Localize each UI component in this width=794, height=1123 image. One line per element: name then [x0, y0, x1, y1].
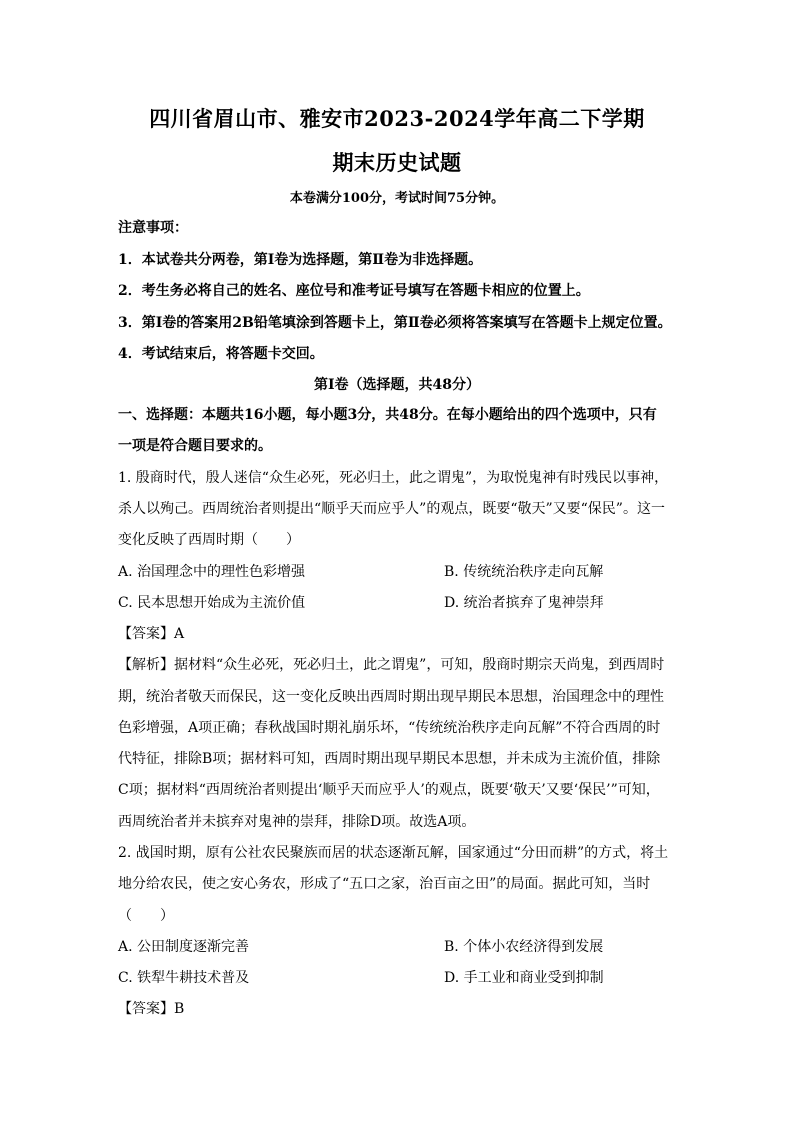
- q1-stem-line1: 1. 殷商时代，殷人迷信“众生必死，死必归土，此之谓鬼”，为取悦鬼神有时残民以事神，: [118, 470, 669, 486]
- notes-item-1: 1．本试卷共分两卷，第Ⅰ卷为选择题，第Ⅱ卷为非选择题。: [118, 252, 483, 268]
- exam-subtitle: 本卷满分100分，考试时间75分钟。: [289, 191, 505, 206]
- q1-option-c: C. 民本思想开始成为主流价值: [118, 595, 306, 611]
- exam-title-line1: 四川省眉山市、雅安市2023-2024学年高二下学期: [149, 106, 645, 131]
- q2-option-b: B. 个体小农经济得到发展: [444, 939, 604, 955]
- q1-analysis-line5: C项；据材料“西周统治者则提出‘顺乎天而应乎人’的观点，既要‘敬天’又要‘保民’”可知，: [118, 782, 660, 798]
- notes-item-2: 2．考生务必将自己的姓名、座位号和准考证号填写在答题卡相应的位置上。: [118, 283, 590, 299]
- q1-option-b: B. 传统统治秩序走向瓦解: [444, 564, 604, 580]
- q1-stem-line3: 变化反映了西周时期（ ）: [118, 532, 300, 548]
- notes-item-3: 3．第Ⅰ卷的答案用2B铅笔填涂到答题卡上，第Ⅱ卷必须将答案填写在答题卡上规定位置。: [118, 315, 672, 331]
- exam-title-line2: 期末历史试题: [332, 150, 462, 175]
- q1-stem-line2: 杀人以殉己。西周统治者则提出“顺乎天而应乎人”的观点，既要“敬天”又要“保民”。这一: [118, 501, 665, 517]
- q1-analysis-line3: 色彩增强，A项正确；春秋战国时期礼崩乐坏，“传统统治秩序走向瓦解”不符合西周的时: [118, 720, 661, 736]
- q2-option-c: C. 铁犁牛耕技术普及: [118, 970, 250, 986]
- q1-analysis-line6: 西周统治者并未摈弃对鬼神的崇拜，排除D项。故选A项。: [118, 814, 476, 830]
- section-instructions-line2: 一项是符合题目要求的。: [118, 438, 272, 454]
- q2-stem-line1: 2. 战国时期，原有公社农民聚族而居的状态逐渐瓦解，国家通过“分田而耕”的方式，将土: [118, 845, 669, 861]
- notes-item-4: 4．考试结束后，将答题卡交回。: [118, 346, 324, 362]
- q1-option-d: D. 统治者摈弃了鬼神崇拜: [444, 595, 604, 611]
- notes-heading: 注意事项：: [118, 220, 188, 236]
- q2-option-a: A. 公田制度逐渐完善: [118, 939, 250, 955]
- q2-option-d: D. 手工业和商业受到抑制: [444, 970, 604, 986]
- q2-stem-line2: 地分给农民，使之安心务农，形成了“五口之家，治百亩之田”的局面。据此可知，当时: [118, 876, 651, 892]
- q1-analysis-line4: 代特征，排除B项；据材料可知，西周时期出现早期民本思想，并未成为主流价值，排除: [118, 751, 661, 767]
- q1-answer: 【答案】A: [118, 626, 185, 642]
- q1-analysis-line2: 期，统治者敬天而保民，这一变化反映出西周时期出现早期民本思想，治国理念中的理性: [118, 689, 664, 705]
- q2-answer: 【答案】B: [118, 1001, 185, 1017]
- q1-option-a: A. 治国理念中的理性色彩增强: [118, 564, 306, 580]
- section-title: 第Ⅰ卷（选择题，共48分）: [313, 377, 481, 393]
- q2-stem-line3: （ ）: [118, 908, 174, 924]
- q1-analysis-line1: 【解析】据材料“众生必死，死必归土，此之谓鬼”，可知，殷商时期宗天尚鬼，到西周时: [118, 657, 665, 673]
- section-instructions-line1: 一、选择题：本题共16小题，每小题3分，共48分。在每小题给出的四个选项中，只有: [118, 407, 657, 423]
